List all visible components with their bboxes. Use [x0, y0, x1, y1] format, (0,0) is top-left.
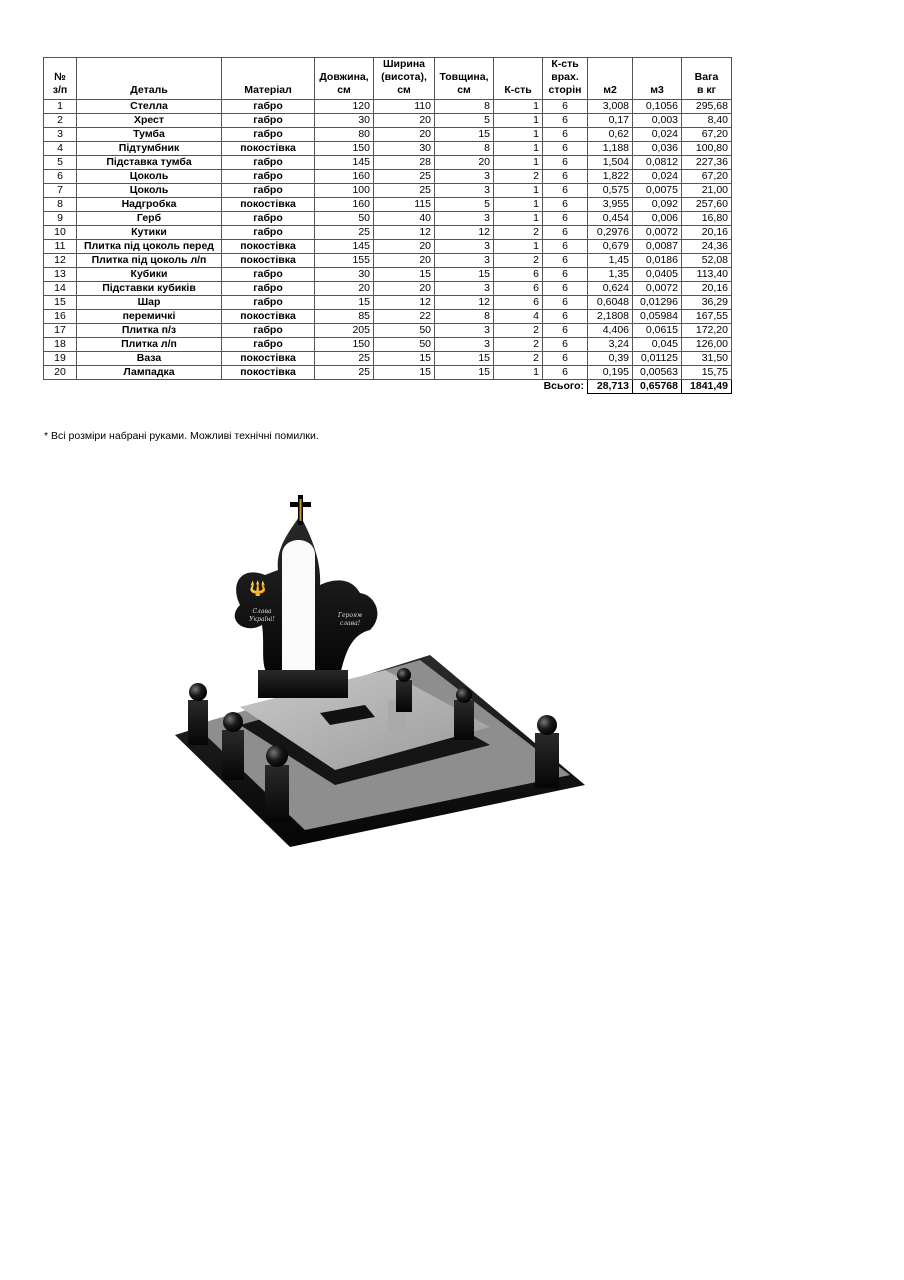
table-row — [44, 282, 732, 296]
cell-detail: Лампадка — [77, 366, 222, 380]
cell-m3: 0,1056 — [633, 100, 682, 114]
cell-n: 13 — [44, 268, 77, 282]
cell-thickness: 8 — [435, 100, 494, 114]
cell-qty: 2 — [494, 226, 543, 240]
cell-detail: Цоколь — [77, 170, 222, 184]
header-m3: м3 — [633, 58, 682, 100]
cell-thickness: 3 — [435, 240, 494, 254]
cell-qty: 1 — [494, 100, 543, 114]
cell-qty: 1 — [494, 366, 543, 380]
cell-m2: 0,575 — [588, 184, 633, 198]
cell-sides: 6 — [543, 324, 588, 338]
cell-qty: 1 — [494, 212, 543, 226]
cell-m3: 0,01125 — [633, 352, 682, 366]
cell-m3: 0,05984 — [633, 310, 682, 324]
cell-m2: 1,822 — [588, 170, 633, 184]
cell-weight: 257,60 — [682, 198, 732, 212]
cell-m2: 3,24 — [588, 338, 633, 352]
cell-m3: 0,006 — [633, 212, 682, 226]
cell-qty: 6 — [494, 282, 543, 296]
table-row — [44, 128, 732, 142]
cell-width: 12 — [374, 296, 435, 310]
cell-thickness: 5 — [435, 198, 494, 212]
cell-weight: 167,55 — [682, 310, 732, 324]
cell-m2: 0,62 — [588, 128, 633, 142]
cell-length: 160 — [315, 170, 374, 184]
cell-n: 17 — [44, 324, 77, 338]
cell-material: габро — [222, 226, 315, 240]
table-row — [44, 170, 732, 184]
header-length: Довжина, см — [315, 58, 374, 100]
cell-length: 160 — [315, 198, 374, 212]
cell-qty: 1 — [494, 156, 543, 170]
table-row — [44, 142, 732, 156]
cell-length: 25 — [315, 366, 374, 380]
cell-sides: 6 — [543, 310, 588, 324]
cell-m3: 0,0087 — [633, 240, 682, 254]
trident-icon: 🔱 — [249, 581, 267, 597]
cell-detail: Підставка тумба — [77, 156, 222, 170]
cell-detail: Кутики — [77, 226, 222, 240]
cell-width: 12 — [374, 226, 435, 240]
cell-n: 20 — [44, 366, 77, 380]
table-row — [44, 212, 732, 226]
cell-qty: 1 — [494, 184, 543, 198]
header-num: № з/п — [44, 58, 77, 100]
cell-width: 40 — [374, 212, 435, 226]
cell-qty: 1 — [494, 240, 543, 254]
cell-thickness: 5 — [435, 114, 494, 128]
cell-material: покостівка — [222, 366, 315, 380]
table-row — [44, 268, 732, 282]
stele-right-text-2: слава! — [339, 620, 361, 627]
monument-render — [170, 485, 590, 855]
cell-length: 85 — [315, 310, 374, 324]
cell-width: 50 — [374, 338, 435, 352]
cell-m2: 3,955 — [588, 198, 633, 212]
table-row — [44, 226, 732, 240]
cell-material: покостівка — [222, 198, 315, 212]
cell-thickness: 8 — [435, 142, 494, 156]
cell-width: 25 — [374, 170, 435, 184]
cell-qty: 2 — [494, 170, 543, 184]
cell-sides: 6 — [543, 184, 588, 198]
stele-photo-frame — [282, 540, 315, 670]
cell-detail: Плитка п/з — [77, 324, 222, 338]
table-row — [44, 310, 732, 324]
cell-weight: 24,36 — [682, 240, 732, 254]
cell-material: габро — [222, 184, 315, 198]
cell-weight: 126,00 — [682, 338, 732, 352]
cell-length: 80 — [315, 128, 374, 142]
table-header-row — [44, 58, 732, 100]
cell-width: 20 — [374, 254, 435, 268]
cell-qty: 1 — [494, 114, 543, 128]
cell-m3: 0,0075 — [633, 184, 682, 198]
cell-sides: 6 — [543, 142, 588, 156]
cell-material: габро — [222, 114, 315, 128]
cell-detail: Плитка л/п — [77, 338, 222, 352]
table-row — [44, 184, 732, 198]
table-row — [44, 352, 732, 366]
cell-sides: 6 — [543, 352, 588, 366]
cell-sides: 6 — [543, 114, 588, 128]
cell-sides: 6 — [543, 212, 588, 226]
specification-table — [43, 57, 732, 394]
cell-m3: 0,0072 — [633, 282, 682, 296]
header-width: Ширина (висота), см — [374, 58, 435, 100]
cell-thickness: 12 — [435, 226, 494, 240]
cell-material: габро — [222, 212, 315, 226]
cell-m3: 0,00563 — [633, 366, 682, 380]
cell-m2: 2,1808 — [588, 310, 633, 324]
cell-n: 15 — [44, 296, 77, 310]
cell-m2: 0,624 — [588, 282, 633, 296]
cell-length: 25 — [315, 352, 374, 366]
cell-detail: Плитка під цоколь л/п — [77, 254, 222, 268]
table-row — [44, 366, 732, 380]
cell-detail: Стелла — [77, 100, 222, 114]
cell-m2: 0,679 — [588, 240, 633, 254]
cell-qty: 1 — [494, 142, 543, 156]
cell-material: габро — [222, 296, 315, 310]
cell-weight: 21,00 — [682, 184, 732, 198]
cell-detail: Кубики — [77, 268, 222, 282]
cell-weight: 20,16 — [682, 282, 732, 296]
total-m3: 0,65768 — [633, 380, 682, 394]
header-qty: К-сть — [494, 58, 543, 100]
cell-material: покостівка — [222, 240, 315, 254]
table-row — [44, 156, 732, 170]
cell-m3: 0,0405 — [633, 268, 682, 282]
cell-weight: 67,20 — [682, 170, 732, 184]
cell-n: 19 — [44, 352, 77, 366]
cell-thickness: 3 — [435, 324, 494, 338]
pedestal — [258, 670, 348, 698]
cell-length: 50 — [315, 212, 374, 226]
cell-weight: 31,50 — [682, 352, 732, 366]
cell-thickness: 20 — [435, 156, 494, 170]
table-row — [44, 254, 732, 268]
cell-width: 28 — [374, 156, 435, 170]
cell-m2: 0,17 — [588, 114, 633, 128]
cell-width: 25 — [374, 184, 435, 198]
cell-thickness: 3 — [435, 184, 494, 198]
table-row — [44, 198, 732, 212]
cell-thickness: 15 — [435, 366, 494, 380]
cell-material: габро — [222, 170, 315, 184]
cell-width: 15 — [374, 352, 435, 366]
cell-weight: 227,36 — [682, 156, 732, 170]
cell-sides: 6 — [543, 128, 588, 142]
cell-n: 3 — [44, 128, 77, 142]
cell-material: габро — [222, 268, 315, 282]
cell-qty: 2 — [494, 254, 543, 268]
cell-qty: 2 — [494, 338, 543, 352]
cell-weight: 36,29 — [682, 296, 732, 310]
cell-m3: 0,0615 — [633, 324, 682, 338]
header-weight: Вага в кг — [682, 58, 732, 100]
cell-detail: Хрест — [77, 114, 222, 128]
cell-m3: 0,092 — [633, 198, 682, 212]
cell-m3: 0,045 — [633, 338, 682, 352]
cell-qty: 2 — [494, 352, 543, 366]
cell-material: покостівка — [222, 254, 315, 268]
cell-material: габро — [222, 338, 315, 352]
cell-m3: 0,036 — [633, 142, 682, 156]
cell-detail: Герб — [77, 212, 222, 226]
cell-n: 18 — [44, 338, 77, 352]
cell-material: покостівка — [222, 310, 315, 324]
cell-detail: Шар — [77, 296, 222, 310]
cell-sides: 6 — [543, 296, 588, 310]
cell-n: 10 — [44, 226, 77, 240]
cell-n: 12 — [44, 254, 77, 268]
cell-m3: 0,0072 — [633, 226, 682, 240]
cell-length: 25 — [315, 226, 374, 240]
cell-width: 22 — [374, 310, 435, 324]
cell-sides: 6 — [543, 198, 588, 212]
cell-thickness: 15 — [435, 268, 494, 282]
cell-detail: Тумба — [77, 128, 222, 142]
cell-material: покостівка — [222, 352, 315, 366]
cell-m2: 1,188 — [588, 142, 633, 156]
table-row — [44, 338, 732, 352]
cell-weight: 15,75 — [682, 366, 732, 380]
cell-thickness: 3 — [435, 282, 494, 296]
cell-m2: 4,406 — [588, 324, 633, 338]
cell-material: покостівка — [222, 142, 315, 156]
cell-thickness: 12 — [435, 296, 494, 310]
cell-sides: 6 — [543, 282, 588, 296]
cell-n: 2 — [44, 114, 77, 128]
header-m2: м2 — [588, 58, 633, 100]
cell-detail: Ваза — [77, 352, 222, 366]
cell-material: габро — [222, 282, 315, 296]
cell-thickness: 3 — [435, 170, 494, 184]
cell-m2: 1,504 — [588, 156, 633, 170]
cell-length: 145 — [315, 156, 374, 170]
cell-m2: 0,454 — [588, 212, 633, 226]
cell-sides: 6 — [543, 226, 588, 240]
total-m2: 28,713 — [588, 380, 633, 394]
cell-length: 30 — [315, 114, 374, 128]
cell-m2: 0,6048 — [588, 296, 633, 310]
cell-material: габро — [222, 324, 315, 338]
cell-length: 150 — [315, 142, 374, 156]
stele-left-text-2: Україні! — [249, 616, 275, 623]
cell-weight: 67,20 — [682, 128, 732, 142]
cell-detail: перемичкі — [77, 310, 222, 324]
cell-detail: Плитка під цоколь перед — [77, 240, 222, 254]
header-sides: К-сть врах. сторін — [543, 58, 588, 100]
cell-n: 7 — [44, 184, 77, 198]
table-row — [44, 100, 732, 114]
cell-n: 16 — [44, 310, 77, 324]
cell-qty: 1 — [494, 198, 543, 212]
table-total-row — [44, 380, 732, 394]
cell-width: 20 — [374, 114, 435, 128]
cell-m3: 0,003 — [633, 114, 682, 128]
table-row — [44, 324, 732, 338]
header-material: Матеріал — [222, 58, 315, 100]
cell-material: габро — [222, 128, 315, 142]
cell-weight: 100,80 — [682, 142, 732, 156]
cell-qty: 1 — [494, 128, 543, 142]
footnote: * Всі розміри набрані руками. Можливі технічні помилки. — [44, 430, 319, 442]
cell-detail: Підтумбник — [77, 142, 222, 156]
cell-detail: Надгробка — [77, 198, 222, 212]
cell-width: 20 — [374, 282, 435, 296]
cell-width: 50 — [374, 324, 435, 338]
cell-detail: Цоколь — [77, 184, 222, 198]
cell-thickness: 3 — [435, 338, 494, 352]
cell-qty: 2 — [494, 324, 543, 338]
cell-m3: 0,024 — [633, 170, 682, 184]
cell-m3: 0,0186 — [633, 254, 682, 268]
cell-length: 155 — [315, 254, 374, 268]
cell-m2: 1,35 — [588, 268, 633, 282]
total-weight: 1841,49 — [682, 380, 732, 394]
cell-n: 14 — [44, 282, 77, 296]
cell-weight: 16,80 — [682, 212, 732, 226]
cell-length: 15 — [315, 296, 374, 310]
total-label: Всього: — [543, 380, 584, 393]
table-row — [44, 114, 732, 128]
cell-length: 120 — [315, 100, 374, 114]
cell-n: 11 — [44, 240, 77, 254]
cell-length: 100 — [315, 184, 374, 198]
cell-m2: 0,39 — [588, 352, 633, 366]
cell-sides: 6 — [543, 338, 588, 352]
cell-n: 8 — [44, 198, 77, 212]
cell-width: 20 — [374, 240, 435, 254]
cell-width: 15 — [374, 366, 435, 380]
cell-weight: 113,40 — [682, 268, 732, 282]
cell-qty: 4 — [494, 310, 543, 324]
cell-detail: Підставки кубиків — [77, 282, 222, 296]
cell-width: 115 — [374, 198, 435, 212]
cell-thickness: 15 — [435, 128, 494, 142]
cell-m3: 0,01296 — [633, 296, 682, 310]
stele-left-text-1: Слава — [252, 608, 272, 615]
cell-n: 1 — [44, 100, 77, 114]
cell-n: 6 — [44, 170, 77, 184]
cell-thickness: 3 — [435, 212, 494, 226]
cell-m3: 0,024 — [633, 128, 682, 142]
cell-length: 205 — [315, 324, 374, 338]
cell-m2: 0,195 — [588, 366, 633, 380]
cell-sides: 6 — [543, 254, 588, 268]
cell-thickness: 8 — [435, 310, 494, 324]
cell-weight: 52,08 — [682, 254, 732, 268]
cell-weight: 20,16 — [682, 226, 732, 240]
table-row — [44, 240, 732, 254]
cell-m2: 3,008 — [588, 100, 633, 114]
cell-qty: 6 — [494, 296, 543, 310]
cell-length: 145 — [315, 240, 374, 254]
cell-sides: 6 — [543, 366, 588, 380]
cell-m2: 1,45 — [588, 254, 633, 268]
cell-length: 20 — [315, 282, 374, 296]
cross-icon — [290, 495, 311, 525]
cell-length: 150 — [315, 338, 374, 352]
table-row — [44, 296, 732, 310]
cell-width: 110 — [374, 100, 435, 114]
cell-material: габро — [222, 100, 315, 114]
cell-m2: 0,2976 — [588, 226, 633, 240]
cell-width: 30 — [374, 142, 435, 156]
cell-sides: 6 — [543, 100, 588, 114]
cell-sides: 6 — [543, 170, 588, 184]
stele-right-text-1: Героям — [338, 612, 362, 619]
cell-width: 15 — [374, 268, 435, 282]
cell-n: 5 — [44, 156, 77, 170]
cell-weight: 172,20 — [682, 324, 732, 338]
cell-weight: 8,40 — [682, 114, 732, 128]
cell-m3: 0,0812 — [633, 156, 682, 170]
cell-n: 9 — [44, 212, 77, 226]
cell-weight: 295,68 — [682, 100, 732, 114]
cell-sides: 6 — [543, 268, 588, 282]
cell-width: 20 — [374, 128, 435, 142]
cell-thickness: 3 — [435, 254, 494, 268]
cell-thickness: 15 — [435, 352, 494, 366]
cell-sides: 6 — [543, 240, 588, 254]
cell-material: габро — [222, 156, 315, 170]
cell-sides: 6 — [543, 156, 588, 170]
cell-n: 4 — [44, 142, 77, 156]
header-detail: Деталь — [77, 58, 222, 100]
header-thickness: Товщина, см — [435, 58, 494, 100]
cell-qty: 6 — [494, 268, 543, 282]
cell-length: 30 — [315, 268, 374, 282]
